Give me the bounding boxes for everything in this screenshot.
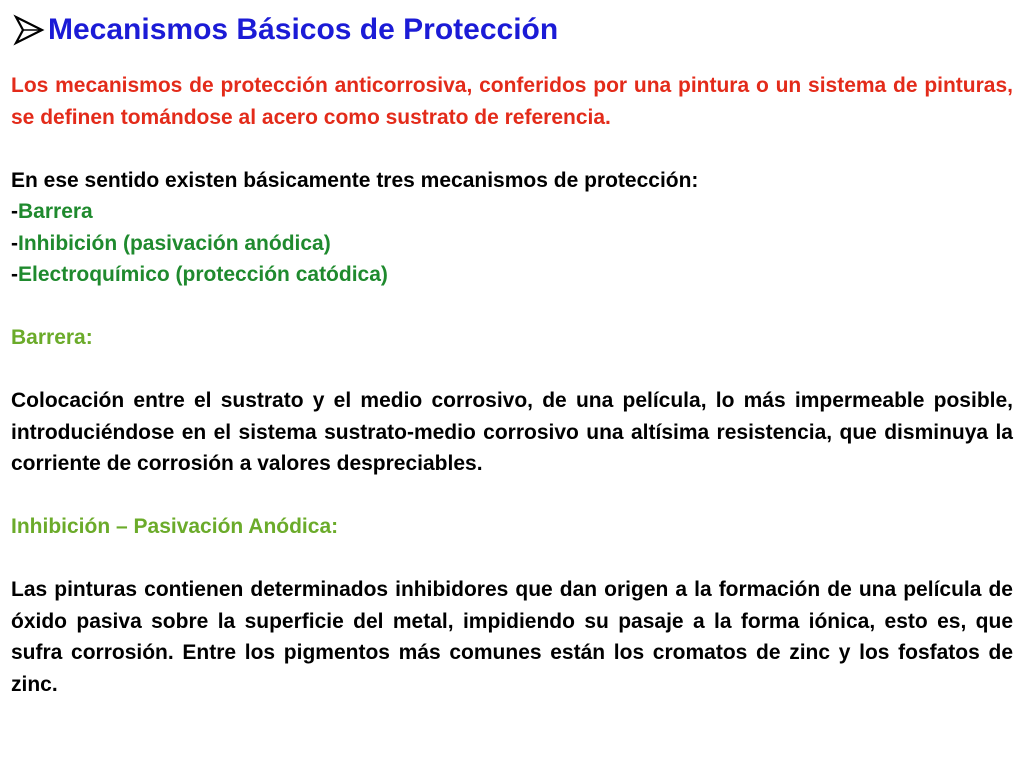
slide-title: Mecanismos Básicos de Protección <box>48 13 559 46</box>
list-item-inhibicion <box>11 228 1013 260</box>
section-heading-barrera: Barrera: <box>11 326 93 349</box>
list-item-label: Electroquímico (protección catódica) <box>18 263 388 286</box>
list-dash: - <box>11 200 18 223</box>
list-item-barrera <box>11 196 1013 228</box>
arrowhead-bullet-icon <box>12 13 46 47</box>
list-item-label: Barrera <box>18 200 93 223</box>
title-row <box>12 10 558 50</box>
list-dash: - <box>11 231 18 255</box>
intro-paragraph: Los mecanismos de protección anticorrosiva, conferidos por una pintura o un sistema de pinturas, se definen tomándose al acero como sustrato de referencia. <box>11 74 1013 129</box>
section-text-barrera: Colocación entre el sustrato y el medio corrosivo, de una película, lo más impermeable posible, introduciéndose en el sistema sustrato-medio corrosivo una altísima resistencia, que disminuya la corriente de corrosión a valores despreciables. <box>11 389 1013 475</box>
spacer <box>11 133 1013 165</box>
spacer <box>11 480 1013 512</box>
spacer <box>11 543 1013 575</box>
spacer <box>11 291 1013 323</box>
list-dash: - <box>11 263 18 286</box>
list-item-electroquimico <box>11 259 1013 291</box>
list-item-label: Inhibición (pasivación anódica) <box>18 231 331 255</box>
spacer <box>11 354 1013 386</box>
section-text-inhibicion: Las pinturas contienen determinados inhibidores que dan origen a la formación de una película de óxido pasiva sobre la superficie del metal, impidiendo su pasaje a la forma iónica, esto es, que sufra corrosión. Entre los pigmentos más comunes están los cromatos de zinc y los fosfatos de zinc. <box>11 578 1013 696</box>
list-lead: En ese sentido existen básicamente tres mecanismos de protección: <box>11 168 699 192</box>
slide-body <box>11 70 1013 700</box>
section-heading-inhibicion: Inhibición – Pasivación Anódica: <box>11 515 339 538</box>
